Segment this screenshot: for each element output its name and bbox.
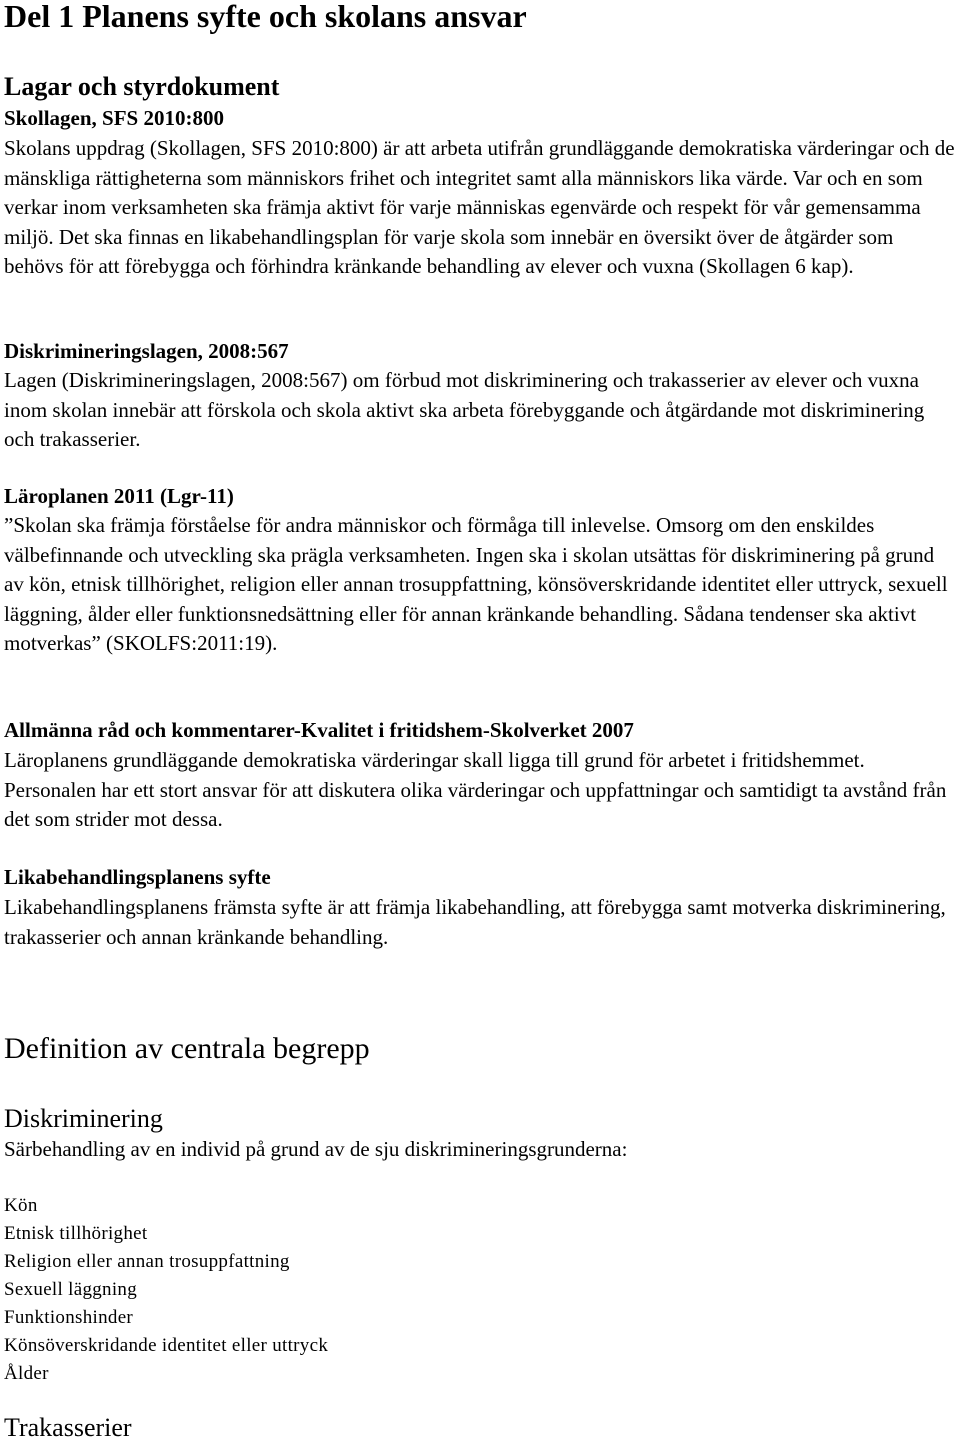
paragraph-diskrimineringslagen: Lagen (Diskrimineringslagen, 2008:567) om förbud mot diskriminering och trakasserier av elever och vuxna inom skolan innebär att förskola och skola aktivt ska arbeta förebyggande och åtgärdande mot diskriminering och trakasserier. xyxy=(4,368,925,451)
section-heading-definition: Definition av centrala begrepp xyxy=(4,1032,370,1065)
subheading-diskrimineringslagen: Diskrimineringslagen, 2008:567 xyxy=(4,339,289,363)
list-item: Kön xyxy=(4,1195,38,1216)
page-title: Del 1 Planens syfte och skolans ansvar xyxy=(4,0,527,34)
subheading-syfte: Likabehandlingsplanens syfte xyxy=(4,865,271,889)
paragraph-allmanna-rad: Läroplanens grundläggande demokratiska värderingar skall ligga till grund för arbetet i fritidshemmet. Personalen har ett stort ansvar för att diskutera olika värderingar och uppfattningar och samtidigt ta avstånd från det som strider mot dessa. xyxy=(4,748,947,831)
list-item: Sexuell läggning xyxy=(4,1279,138,1300)
list-item: Etnisk tillhörighet xyxy=(4,1223,148,1244)
subheading-allmanna-rad: Allmänna råd och kommentarer-Kvalitet i fritidshem-Skolverket 2007 xyxy=(4,718,634,742)
list-item: Könsöverskridande identitet eller uttryck xyxy=(4,1335,329,1356)
subheading-laroplanen: Läroplanen 2011 (Lgr-11) xyxy=(4,484,234,508)
discrimination-grounds-list xyxy=(4,1192,956,1388)
list-item: Funktionshinder xyxy=(4,1307,134,1328)
list-item: Ålder xyxy=(4,1363,49,1384)
paragraph-skollagen: Skolans uppdrag (Skollagen, SFS 2010:800) är att arbeta utifrån grundläggande demokratiska värderingar och de mänskliga rättigheterna som människors frihet och integritet samt alla människors lika värde. Var och en som verkar inom verksamheten ska främja aktivt för varje människas egenvärde och respekt för vår gemensamma miljö. Det ska finnas en likabehandlingsplan för varje skola som innebär en översikt över de åtgärder som behövs för att förebygga och förhindra kränkande behandling av elever och vuxna (Skollagen 6 kap). xyxy=(4,136,955,278)
subheading-skollagen: Skollagen, SFS 2010:800 xyxy=(4,106,224,130)
paragraph-diskriminering: Särbehandling av en individ på grund av de sju diskrimineringsgrunderna: xyxy=(4,1137,628,1161)
paragraph-laroplanen: ”Skolan ska främja förståelse för andra människor och förmåga till inlevelse. Omsorg om den enskildes välbefinnande och utveckling ska prägla verksamheten. Ingen ska i skolan utsättas för diskriminering på grund av kön, etnisk tillhörighet, religion eller annan trosuppfattning, könsöverskridande identitet eller uttryck, sexuell läggning, ålder eller funktionsnedsättning eller för annan kränkande behandling. Sådana tendenser ska aktivt motverkas” (SKOLFS:2011:19). xyxy=(4,513,948,655)
list-item: Religion eller annan trosuppfattning xyxy=(4,1251,290,1272)
paragraph-syfte: Likabehandlingsplanens främsta syfte är att främja likabehandling, att förebygga samt motverka diskriminering, trakasserier och annan kränkande behandling. xyxy=(4,895,946,949)
subheading-diskriminering: Diskriminering xyxy=(4,1104,163,1133)
subheading-trakasserier: Trakasserier xyxy=(4,1413,132,1442)
section-heading-lagar: Lagar och styrdokument xyxy=(4,72,280,101)
